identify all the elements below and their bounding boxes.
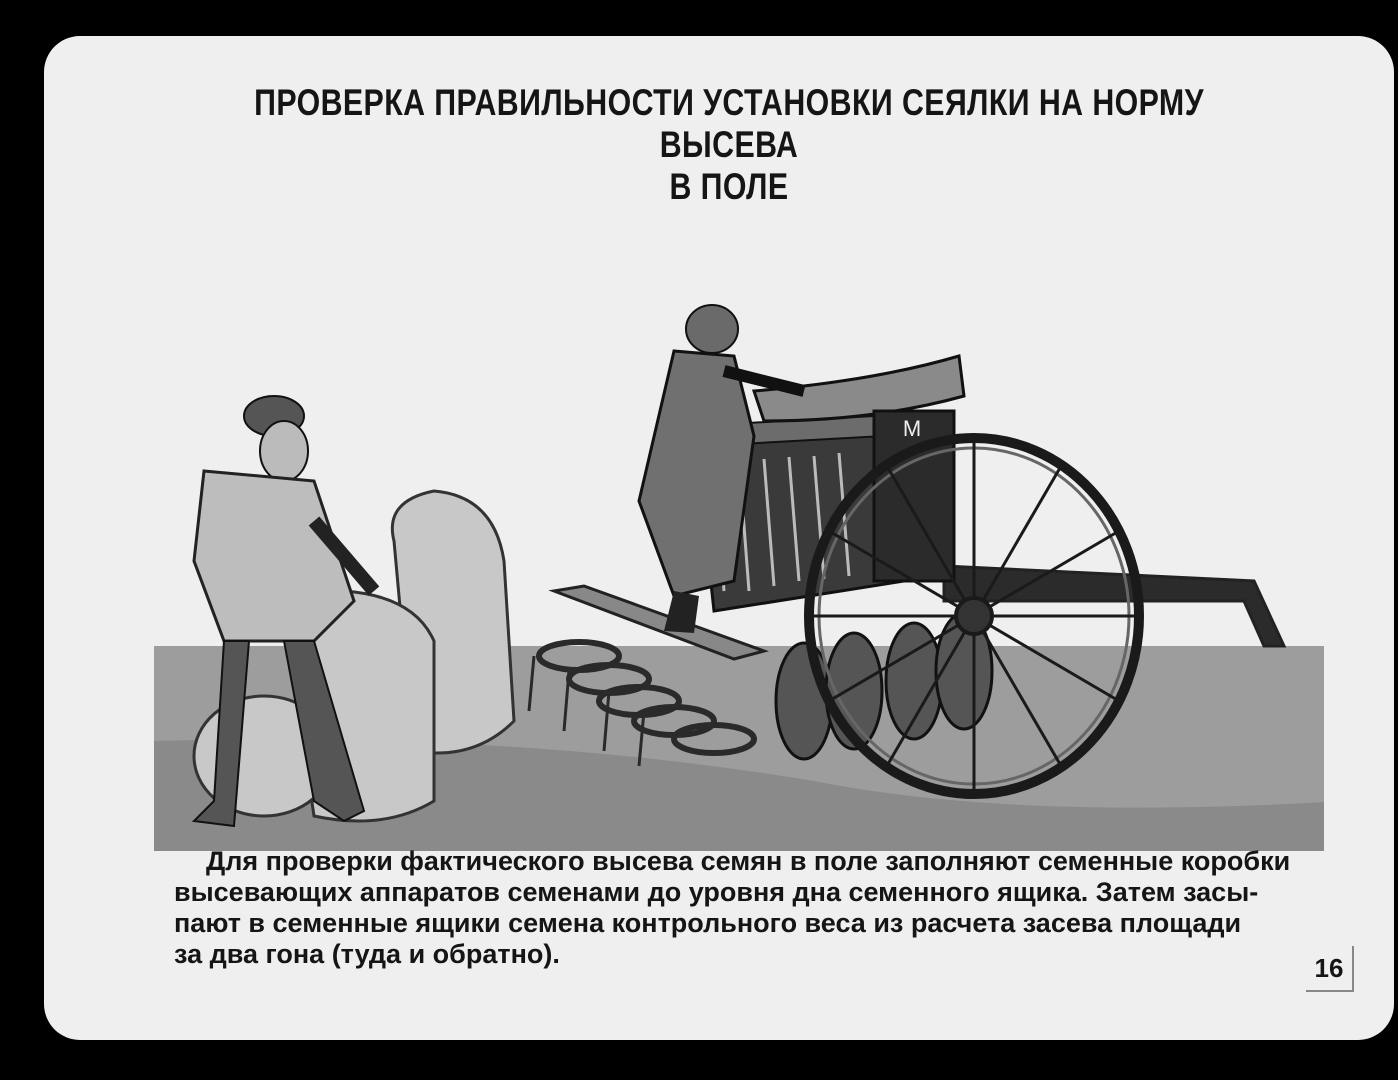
title-line-2: В ПОЛЕ [669, 166, 789, 207]
drive-wheel [809, 438, 1139, 794]
caption-line-1: Для проверки фактического высева семян в поле заполняют семенные коробки [206, 846, 1291, 876]
slide-title [233, 82, 1225, 208]
slide [44, 36, 1394, 1040]
seed-drill-illustration [114, 261, 1324, 851]
caption-line-4: за два гона (туда и обратно). [174, 939, 560, 969]
machine-badge: М [902, 416, 922, 441]
slide-caption [174, 846, 1304, 970]
title-line-1: ПРОВЕРКА ПРАВИЛЬНОСТИ УСТАНОВКИ СЕЯЛКИ НА НОРМУ ВЫСЕВА [254, 82, 1204, 165]
page-number: 16 [1306, 946, 1354, 992]
caption-line-3: пают в семенные ящики семена контрольного веса из расчета засева площади [174, 908, 1242, 938]
caption-line-2: высевающих аппаратов семенами до уровня дна семенного ящика. Затем засы- [174, 877, 1259, 907]
